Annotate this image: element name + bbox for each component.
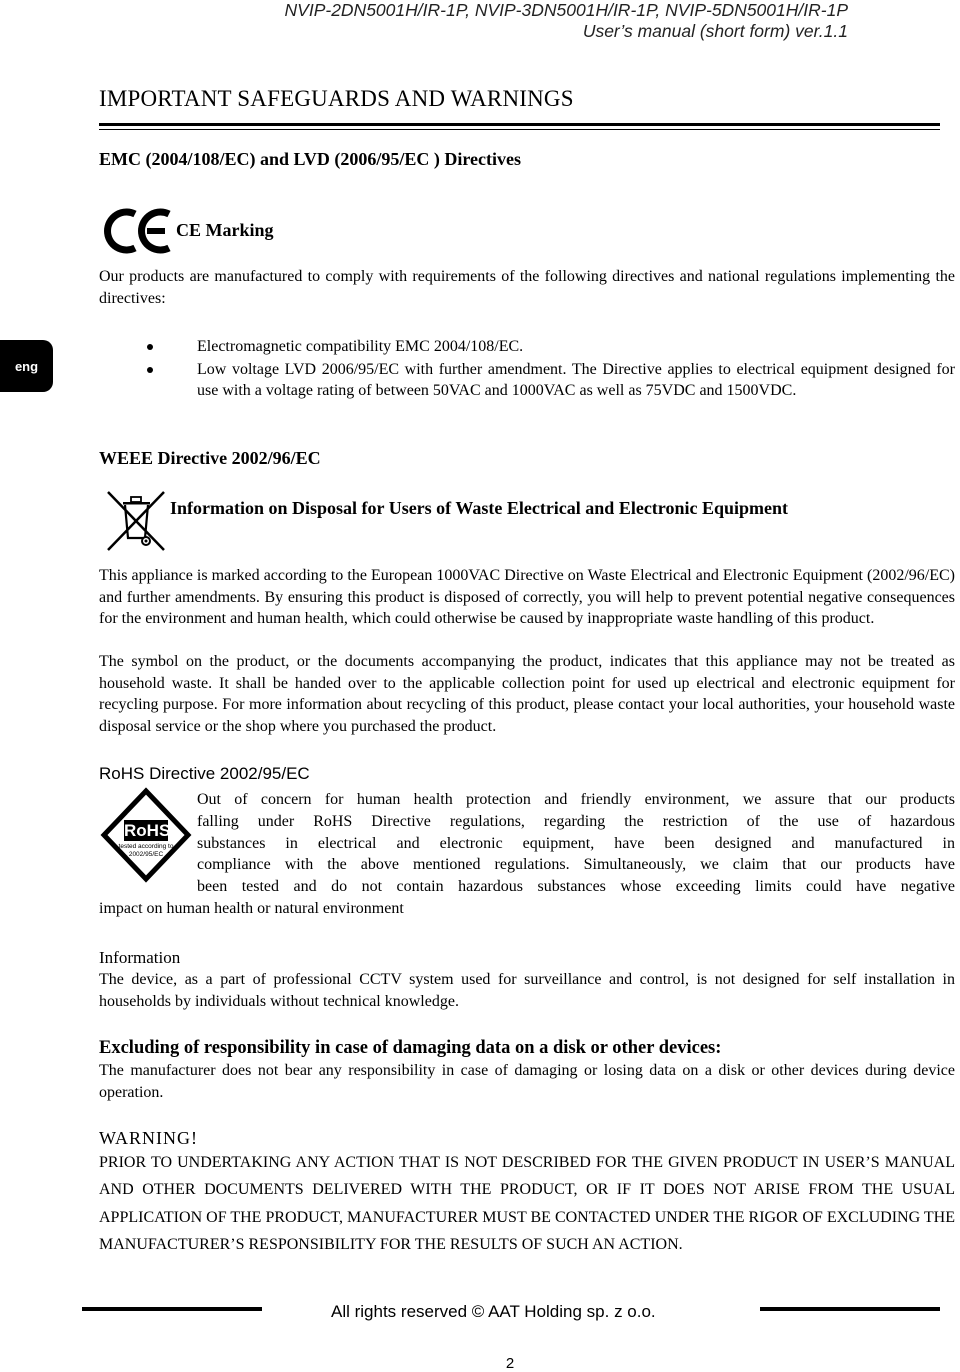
- weee-info-title: Information on Disposal for Users of Waste Electrical and Electronic Equipment: [170, 498, 788, 518]
- excluding-text: The manufacturer does not bear any responsibility in case of damaging or losing data on a disk or other devices during device operation.: [99, 1062, 955, 1101]
- rohs-line: substances in electrical and electronic equipment, have been designed and manufactured in: [197, 834, 955, 852]
- warning-heading: WARNING!: [99, 1128, 198, 1148]
- ce-marking-label: CE Marking: [176, 220, 274, 240]
- rohs-badge-text: RoHS: [124, 821, 171, 840]
- weee-heading: WEEE Directive 2002/96/EC: [99, 448, 321, 468]
- bullet-icon: [147, 344, 153, 350]
- rohs-badge: [100, 787, 192, 883]
- emc-heading: EMC (2004/108/EC) and LVD (2006/95/EC ) Directives: [99, 149, 521, 169]
- rohs-last-line: impact on human health or natural environment: [99, 900, 404, 917]
- footer-copyright: All rights reserved © AAT Holding sp. z o.o.: [331, 1302, 656, 1321]
- information-text: The device, as a part of professional CCTV system used for surveillance and control, is not designed for self installation in households by individuals without technical knowledge.: [99, 971, 955, 1010]
- ce-mark-icon: [103, 205, 175, 257]
- information-heading: Information: [99, 948, 181, 967]
- rohs-line: been tested and do not contain hazardous substances whose exceeding limits could have negative: [197, 878, 955, 896]
- rohs-text-block: [197, 789, 955, 898]
- rohs-badge-sub1: tested according to: [118, 843, 174, 850]
- list-item: Low voltage LVD 2006/95/EC with further amendment. The Directive applies to electrical equipment designed for use with a voltage rating of between 50VAC and 1000VAC as well as 75VDC and 1500VDC.: [140, 359, 955, 402]
- page-number: 2: [505, 1355, 515, 1372]
- language-tab[interactable]: eng: [0, 340, 53, 392]
- crossed-bin-icon: [104, 488, 168, 554]
- warning-text: PRIOR TO UNDERTAKING ANY ACTION THAT IS NOT DESCRIBED FOR THE GIVEN PRODUCT IN USER’S MANUAL AND OTHER DOCUMENTS DELIVERED WITH THE PRODUCT, OR IF IT DOES NOT ARISE FROM THE USUAL APPLICATION OF THE PRODUCT, MANUFACTURER MUST BE CONTACTED UNDER THE RIGOR OF EXCLUDING THE MANUFACTURER’S RESPONSIBILITY FOR THE RESULTS OF SUCH AN ACTION.: [99, 1154, 955, 1253]
- excluding-heading: Excluding of responsibility in case of damaging data on a disk or other devices:: [99, 1038, 722, 1058]
- title-rule-thick: [99, 123, 940, 126]
- bullet-icon: [147, 367, 153, 373]
- rohs-badge-sub2: 2002/95/EC: [128, 851, 164, 858]
- rohs-line: falling under RoHS Directive regulations, regarding the restriction of the use of hazardous: [197, 812, 955, 830]
- footer-rule-left: [82, 1307, 262, 1311]
- header-models: NVIP-2DN5001H/IR-1P, NVIP-3DN5001H/IR-1P, NVIP-5DN5001H/IR-1P: [284, 0, 848, 20]
- emc-intro: Our products are manufactured to comply with requirements of the following directives and national regulations implementing the directives:: [99, 268, 955, 307]
- rohs-heading: RoHS Directive 2002/95/EC: [99, 764, 310, 783]
- title-rule-thin: [99, 129, 940, 130]
- header-manual-version: User’s manual (short form) ver.1.1: [582, 21, 848, 41]
- directives-list: [140, 336, 955, 403]
- rohs-line: compliance with the above mentioned regulations. Simultaneously, we claim that our products have: [197, 856, 955, 874]
- footer-rule-right: [760, 1307, 940, 1311]
- weee-paragraph-1: This appliance is marked according to the European 1000VAC Directive on Waste Electrical and Electronic Equipment (2002/96/EC) and further amendments. By ensuring this product is disposed of correctly, you will help to prevent potential negative consequences for the environment and human health, which could otherwise be caused by inappropriate waste handling of this product.: [99, 567, 955, 628]
- weee-paragraph-2: The symbol on the product, or the documents accompanying the product, indicates that this appliance may not be treated as household waste. It shall be handed over to the applicable collection point for used up electrical and electronic equipment for recycling purpose. For more information about recycling of this product, please contact your local authorities, your household waste disposal service or the shop where you purchased the product.: [99, 653, 955, 736]
- page-title: IMPORTANT SAFEGUARDS AND WARNINGS: [99, 86, 574, 111]
- list-item: Electromagnetic compatibility EMC 2004/108/EC.: [140, 336, 955, 358]
- rohs-line: Out of concern for human health protection and friendly environment, we assure that our products: [197, 791, 955, 808]
